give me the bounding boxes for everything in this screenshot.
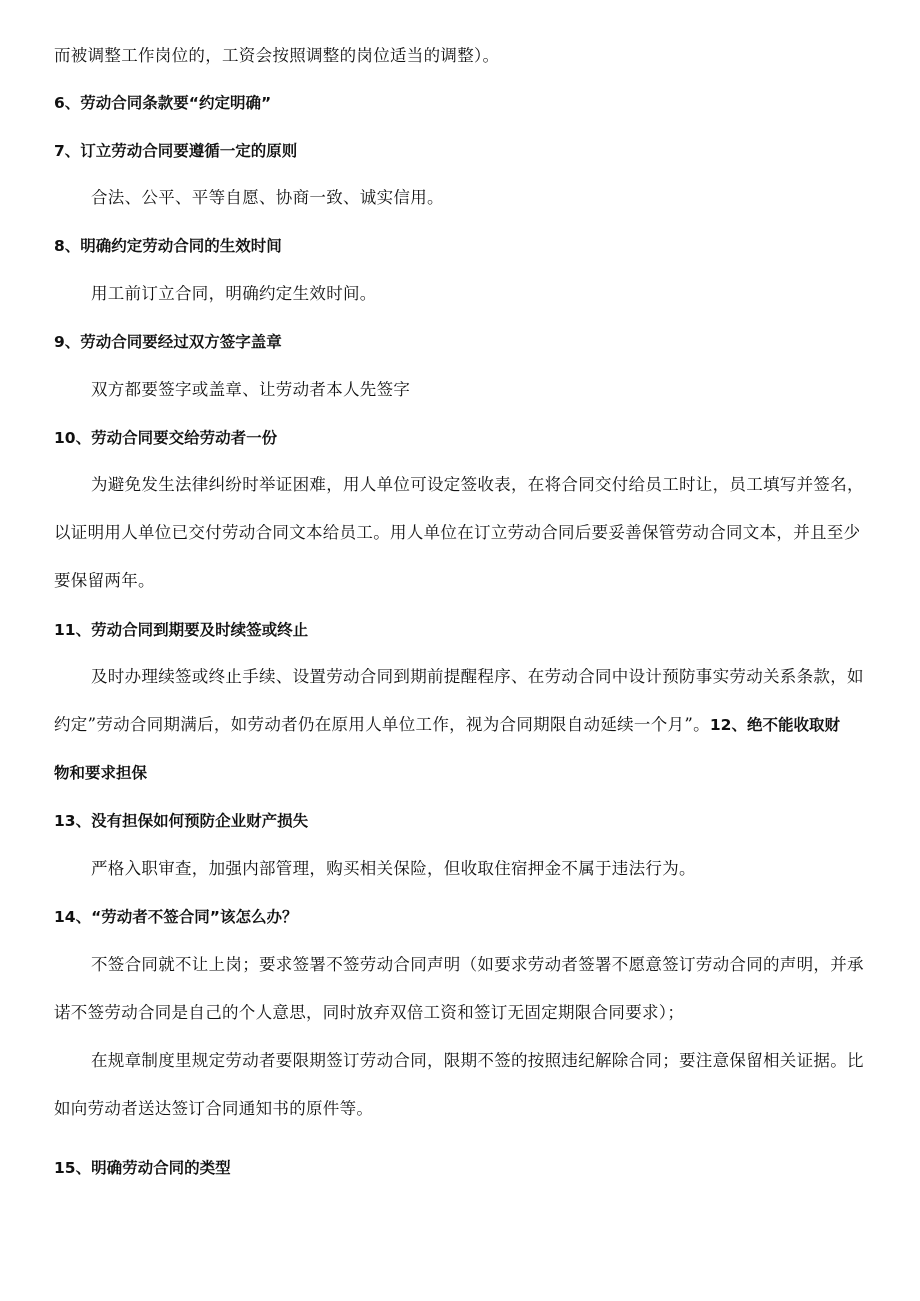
paragraph-line: 如向劳动者送达签订合同通知书的原件等。 [54,1099,374,1118]
section-heading-11: 11、劳动合同到期要及时续签或终止 [54,621,309,639]
paragraph-line-mixed [54,714,840,736]
paragraph-line: 双方都要签字或盖章、让劳动者本人先签字 [91,380,411,399]
section-heading-13: 13、没有担保如何预防企业财产损失 [54,812,309,830]
section-heading-6: 6、劳动合同条款要“约定明确” [54,94,272,112]
paragraph-line: 为避免发生法律纠纷时举证困难，用人单位可设定签收表，在将合同交付给员工时让，员工填写并签名， [91,475,864,494]
section-heading-8: 8、明确约定劳动合同的生效时间 [54,237,282,255]
paragraph-line: 严格入职审查，加强内部管理，购买相关保险，但收取住宿押金不属于违法行为。 [91,859,696,878]
paragraph-line: 而被调整工作岗位的，工资会按照调整的岗位适当的调整）。 [54,46,500,65]
paragraph-line: 及时办理续签或终止手续、设置劳动合同到期前提醒程序、在劳动合同中设计预防事实劳动关系条款，如 [91,667,864,686]
section-heading-10: 10、劳动合同要交给劳动者一份 [54,429,278,447]
paragraph-line: 以证明用人单位已交付劳动合同文本给员工。用人单位在订立劳动合同后要妥善保管劳动合同文本，并且至少 [54,523,861,542]
paragraph-line: 要保留两年。 [54,571,155,590]
section-heading-9: 9、劳动合同要经过双方签字盖章 [54,333,282,351]
section-heading-7: 7、订立劳动合同要遵循一定的原则 [54,142,298,160]
paragraph-line: 合法、公平、平等自愿、协商一致、诚实信用。 [91,188,444,207]
section-heading-12-cont: 物和要求担保 [54,764,148,782]
paragraph-line: 用工前订立合同，明确约定生效时间。 [91,284,377,303]
section-heading-15: 15、明确劳动合同的类型 [54,1159,231,1177]
paragraph-line: 在规章制度里规定劳动者要限期签订劳动合同，限期不签的按照违纪解除合同；要注意保留相关证据。比 [91,1051,864,1070]
paragraph-text: 约定”劳动合同期满后，如劳动者仍在原用人单位工作，视为合同期限自动延续一个月”。 [54,715,710,734]
section-heading-14: 14、“劳动者不签合同”该怎么办？ [54,908,298,926]
section-heading-12: 12、绝不能收取财 [709,716,840,734]
paragraph-line: 不签合同就不让上岗；要求签署不签劳动合同声明（如要求劳动者签署不愿意签订劳动合同的声明，并承 [91,955,864,974]
paragraph-line: 诺不签劳动合同是自己的个人意思，同时放弃双倍工资和签订无固定期限合同要求）； [54,1003,685,1022]
